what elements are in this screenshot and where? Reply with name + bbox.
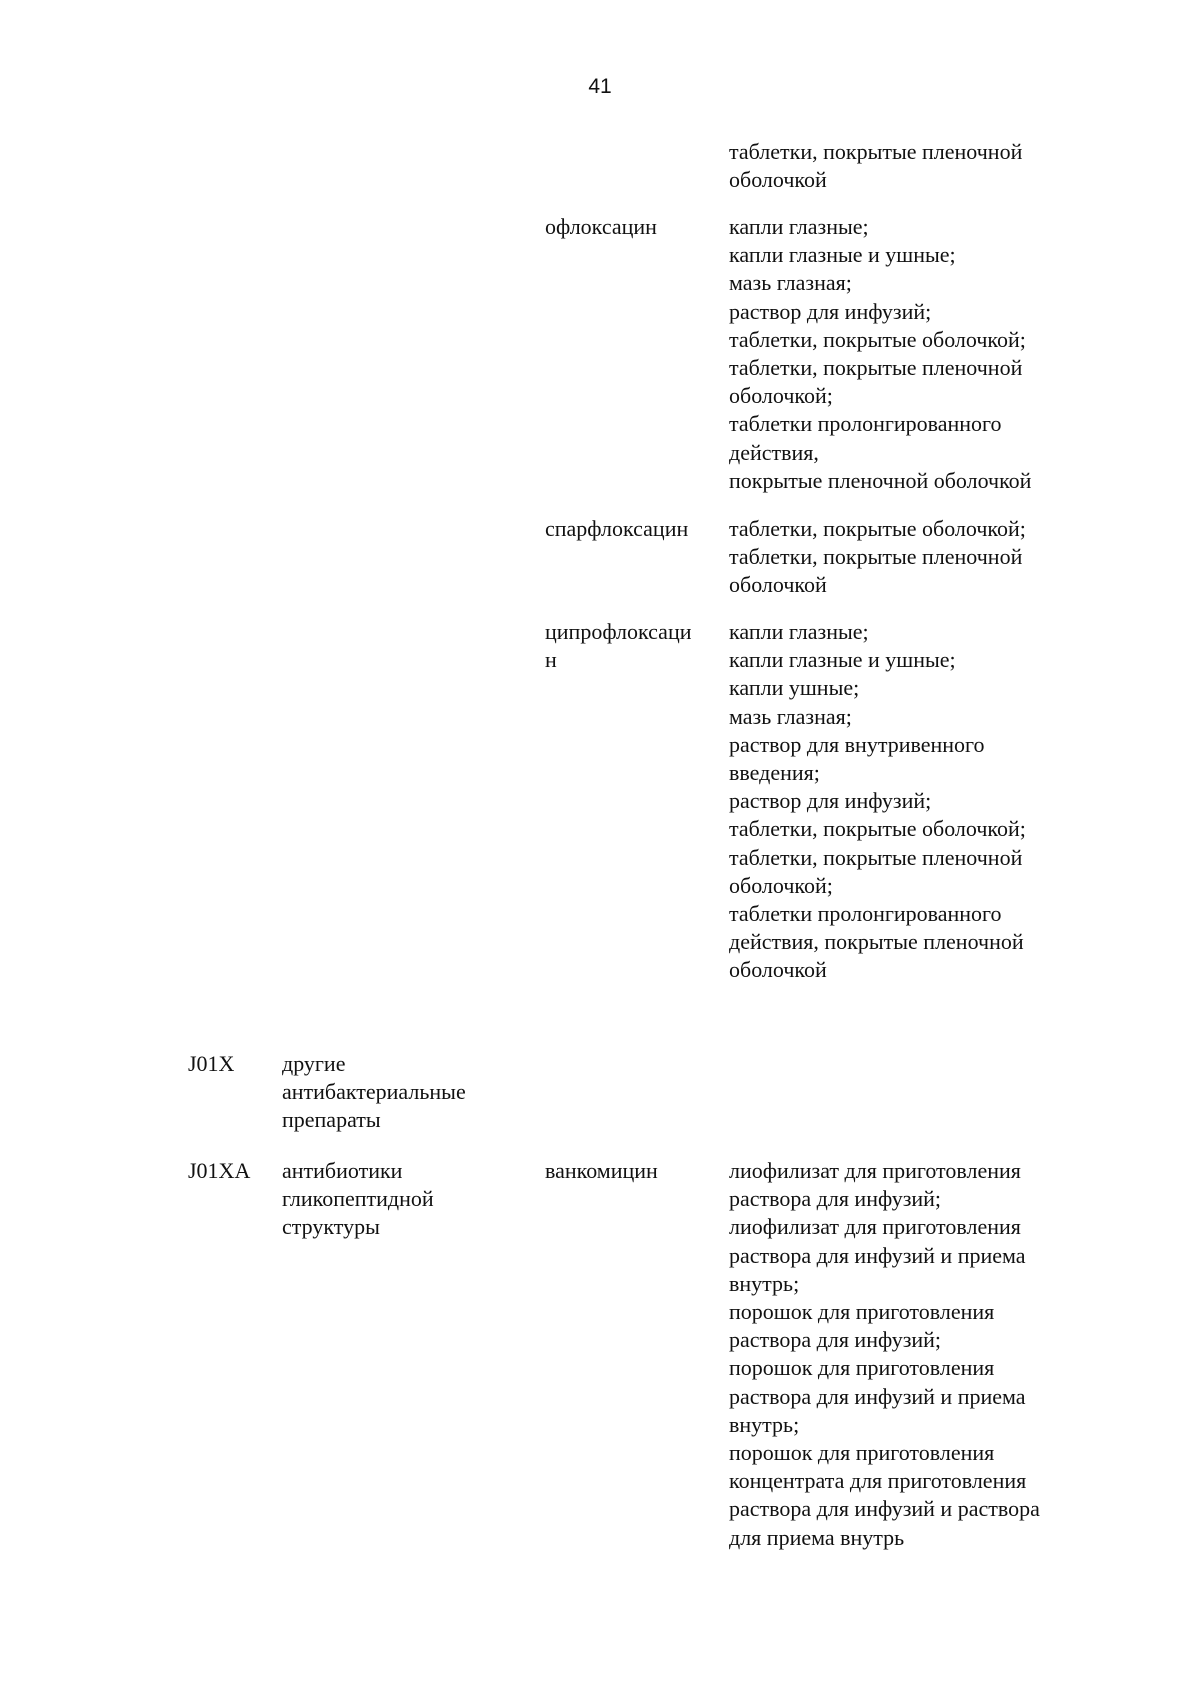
dosage-forms: лиофилизат для приготовления раствора для инфузий; лиофилизат для приготовления раствора для инфузий и приема внутрь; порошок для приготовления раствора для инфузий; порошок для приготовления раствора для инфузий и приема внутрь; порошок для приготовления концентрата для приготовления раствора для инфузий и раствора для приема внутрь	[729, 1158, 1040, 1550]
drug-name: офлоксацин	[545, 214, 657, 239]
page-number: 41	[588, 75, 612, 98]
atc-group: другие антибактериальные препараты	[282, 1051, 466, 1133]
dosage-forms: таблетки, покрытые пленочной оболочкой	[729, 139, 1023, 193]
atc-group: антибиотики гликопептидной структуры	[282, 1158, 434, 1240]
dosage-forms: таблетки, покрытые оболочкой; таблетки, покрытые пленочной оболочкой	[729, 516, 1026, 598]
atc-code: J01XA	[188, 1158, 251, 1183]
drug-name: спарфлоксацин	[545, 516, 689, 541]
drug-name: ципрофлоксаци н	[545, 619, 692, 673]
dosage-forms: капли глазные; капли глазные и ушные; мазь глазная; раствор для инфузий; таблетки, покрытые оболочкой; таблетки, покрытые пленочной оболочкой; таблетки пролонгированного действия, покрытые пленочной оболочкой	[729, 214, 1032, 493]
dosage-forms: капли глазные; капли глазные и ушные; капли ушные; мазь глазная; раствор для внутривенного введения; раствор для инфузий; таблетки, покрытые оболочкой; таблетки, покрытые пленочной оболочкой; таблетки пролонгированного действия, покрытые пленочной оболочкой	[729, 619, 1026, 983]
drug-name: ванкомицин	[545, 1158, 658, 1183]
atc-code: J01X	[188, 1051, 235, 1076]
